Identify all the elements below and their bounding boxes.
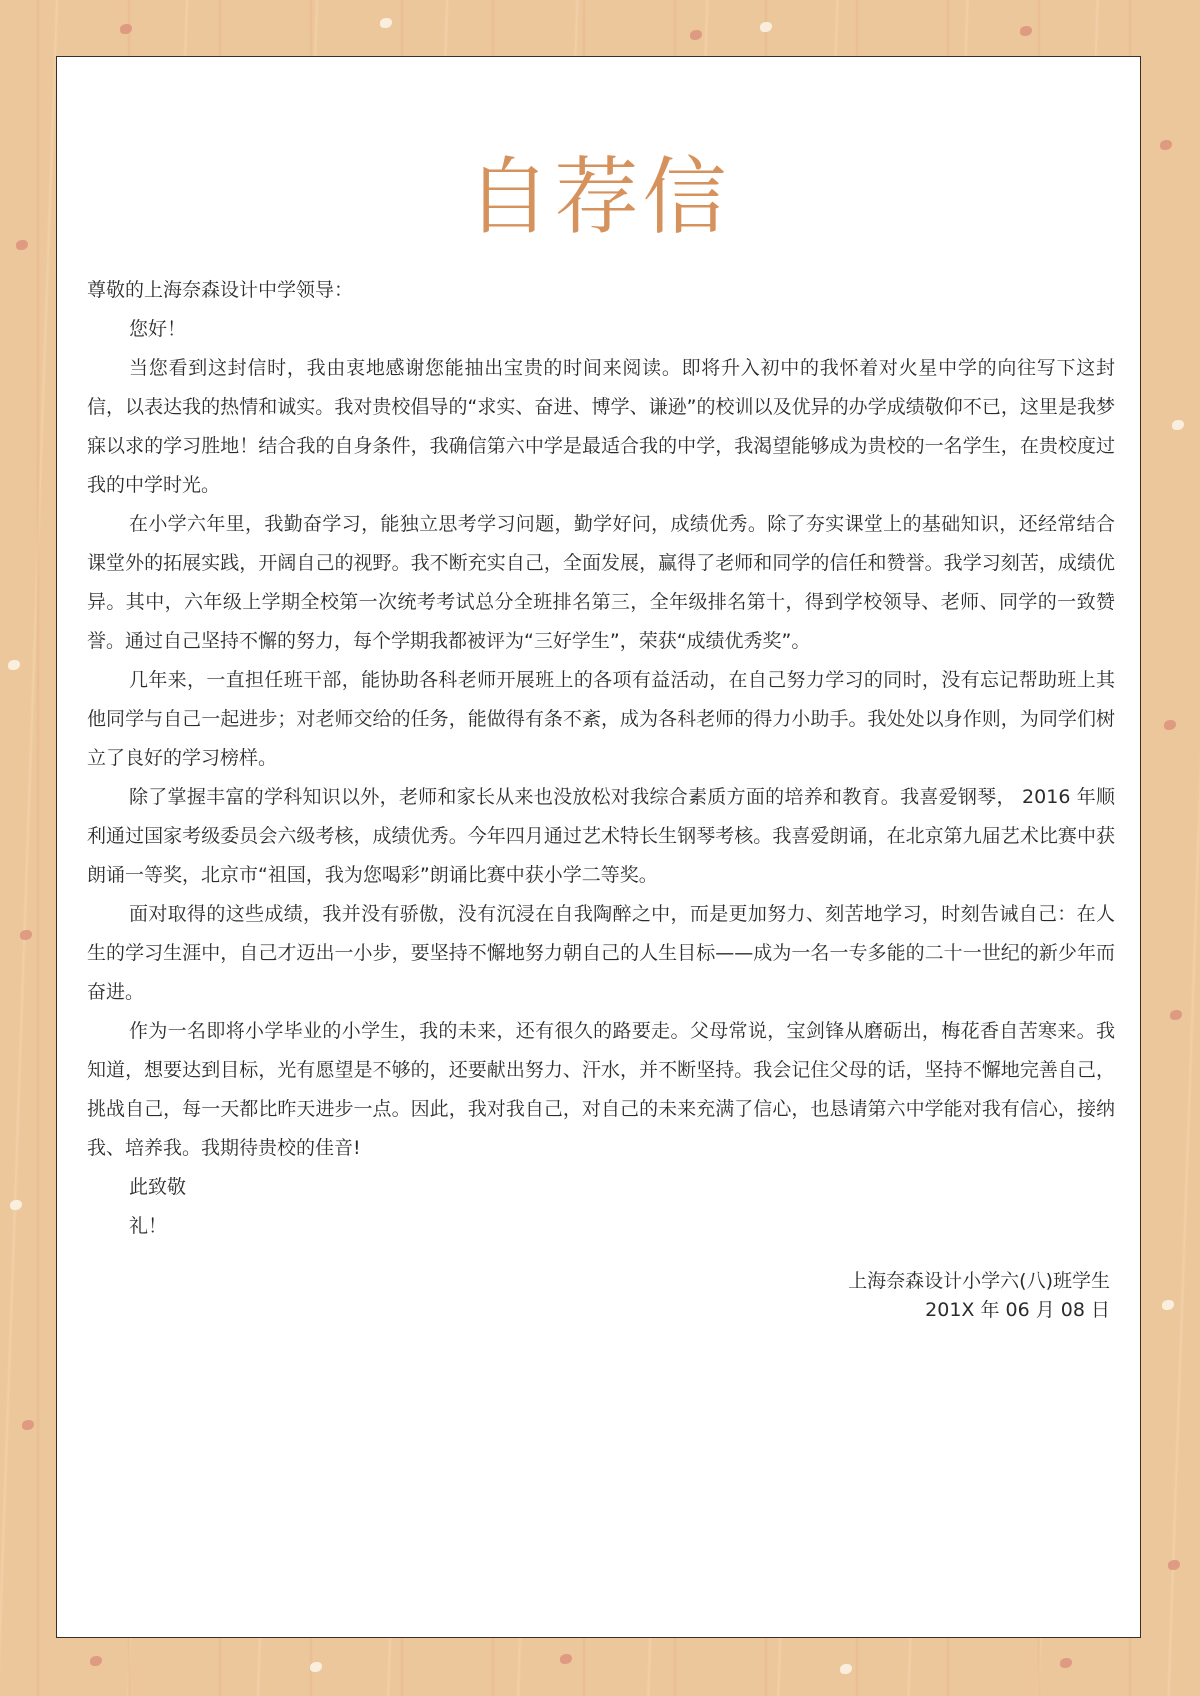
signature-block	[848, 1267, 1110, 1325]
letter-paper	[56, 56, 1141, 1638]
petal-decoration	[1160, 140, 1172, 150]
petal-decoration	[20, 930, 32, 940]
petal-decoration	[10, 1200, 22, 1210]
petal-decoration	[90, 1656, 102, 1666]
petal-decoration	[310, 1662, 322, 1672]
letter-title: 自荐信	[466, 148, 731, 246]
closing-line: 礼！	[129, 1215, 168, 1237]
petal-decoration	[1162, 1300, 1174, 1310]
signature-date: 201X 年 06 月 08 日	[925, 1299, 1110, 1321]
petal-decoration	[760, 22, 772, 32]
paragraph: 作为一名即将小学毕业的小学生，我的未来，还有很久的路要走。父母常说，宝剑锋从磨砺出，梅花香自苦寒来。我知道，想要达到目标，光有愿望是不够的，还要献出努力、汗水，并不断坚持。我会记住父母的话，坚持不懈地完善自己，挑战自己，每一天都比昨天进步一点。因此，我对我自己，对自己的未来充满了信心，也恳请第六中学能对我有信心，接纳我、培养我。我期待贵校的佳音!	[87, 1020, 1115, 1159]
paragraph: 面对取得的这些成绩，我并没有骄傲，没有沉浸在自我陶醉之中，而是更加努力、刻苦地学习，时刻告诫自己：在人生的学习生涯中，自己才迈出一小步，要坚持不懈地努力朝自己的人生目标——成为一名一专多能的二十一世纪的新少年而奋进。	[87, 903, 1115, 1003]
closing-line: 此致敬	[129, 1176, 187, 1198]
letter-body	[87, 271, 1115, 1246]
petal-decoration	[8, 660, 20, 670]
petal-decoration	[1168, 1560, 1180, 1570]
petal-decoration	[16, 240, 28, 250]
petal-decoration	[1060, 1658, 1072, 1668]
greeting: 您好！	[129, 318, 187, 340]
petal-decoration	[560, 1654, 572, 1664]
petal-decoration	[1020, 26, 1032, 36]
paragraph: 除了掌握丰富的学科知识以外，老师和家长从来也没放松对我综合素质方面的培养和教育。我喜爱钢琴， 2016 年顺利通过国家考级委员会六级考核，成绩优秀。今年四月通过艺术特长生钢琴考核。我喜爱朗诵，在北京第九届艺术比赛中获朗诵一等奖，北京市“祖国，我为您喝彩”朗诵比赛中获小学二等奖。	[87, 786, 1115, 886]
petal-decoration	[120, 24, 132, 34]
petal-decoration	[22, 1420, 34, 1430]
petal-decoration	[840, 1664, 852, 1674]
salutation: 尊敬的上海奈森设计中学领导：	[87, 279, 354, 301]
paragraph: 在小学六年里，我勤奋学习，能独立思考学习问题，勤学好问，成绩优秀。除了夯实课堂上的基础知识，还经常结合课堂外的拓展实践，开阔自己的视野。我不断充实自己，全面发展，赢得了老师和同学的信任和赞誉。我学习刻苦，成绩优异。其中，六年级上学期全校第一次统考考试总分全班排名第三，全年级排名第十，得到学校领导、老师、同学的一致赞誉。通过自己坚持不懈的努力，每个学期我都被评为“三好学生”，荣获“成绩优秀奖”。	[87, 513, 1115, 652]
paragraph: 当您看到这封信时，我由衷地感谢您能抽出宝贵的时间来阅读。即将升入初中的我怀着对火星中学的向往写下这封信，以表达我的热情和诚实。我对贵校倡导的“求实、奋进、博学、谦逊”的校训以及优异的办学成绩敬仰不已，这里是我梦寐以求的学习胜地！结合我的自身条件，我确信第六中学是最适合我的中学，我渴望能够成为贵校的一名学生，在贵校度过我的中学时光。	[87, 357, 1115, 496]
petal-decoration	[1170, 1010, 1182, 1020]
petal-decoration	[1172, 420, 1184, 430]
petal-decoration	[690, 30, 702, 40]
signature-name: 上海奈森设计小学六(八)班学生	[848, 1270, 1110, 1292]
petal-decoration	[380, 18, 392, 28]
petal-decoration	[1164, 720, 1176, 730]
paragraph: 几年来，一直担任班干部，能协助各科老师开展班上的各项有益活动，在自己努力学习的同时，没有忘记帮助班上其他同学与自己一起进步；对老师交给的任务，能做得有条不紊，成为各科老师的得力小助手。我处处以身作则，为同学们树立了良好的学习榜样。	[87, 669, 1115, 769]
